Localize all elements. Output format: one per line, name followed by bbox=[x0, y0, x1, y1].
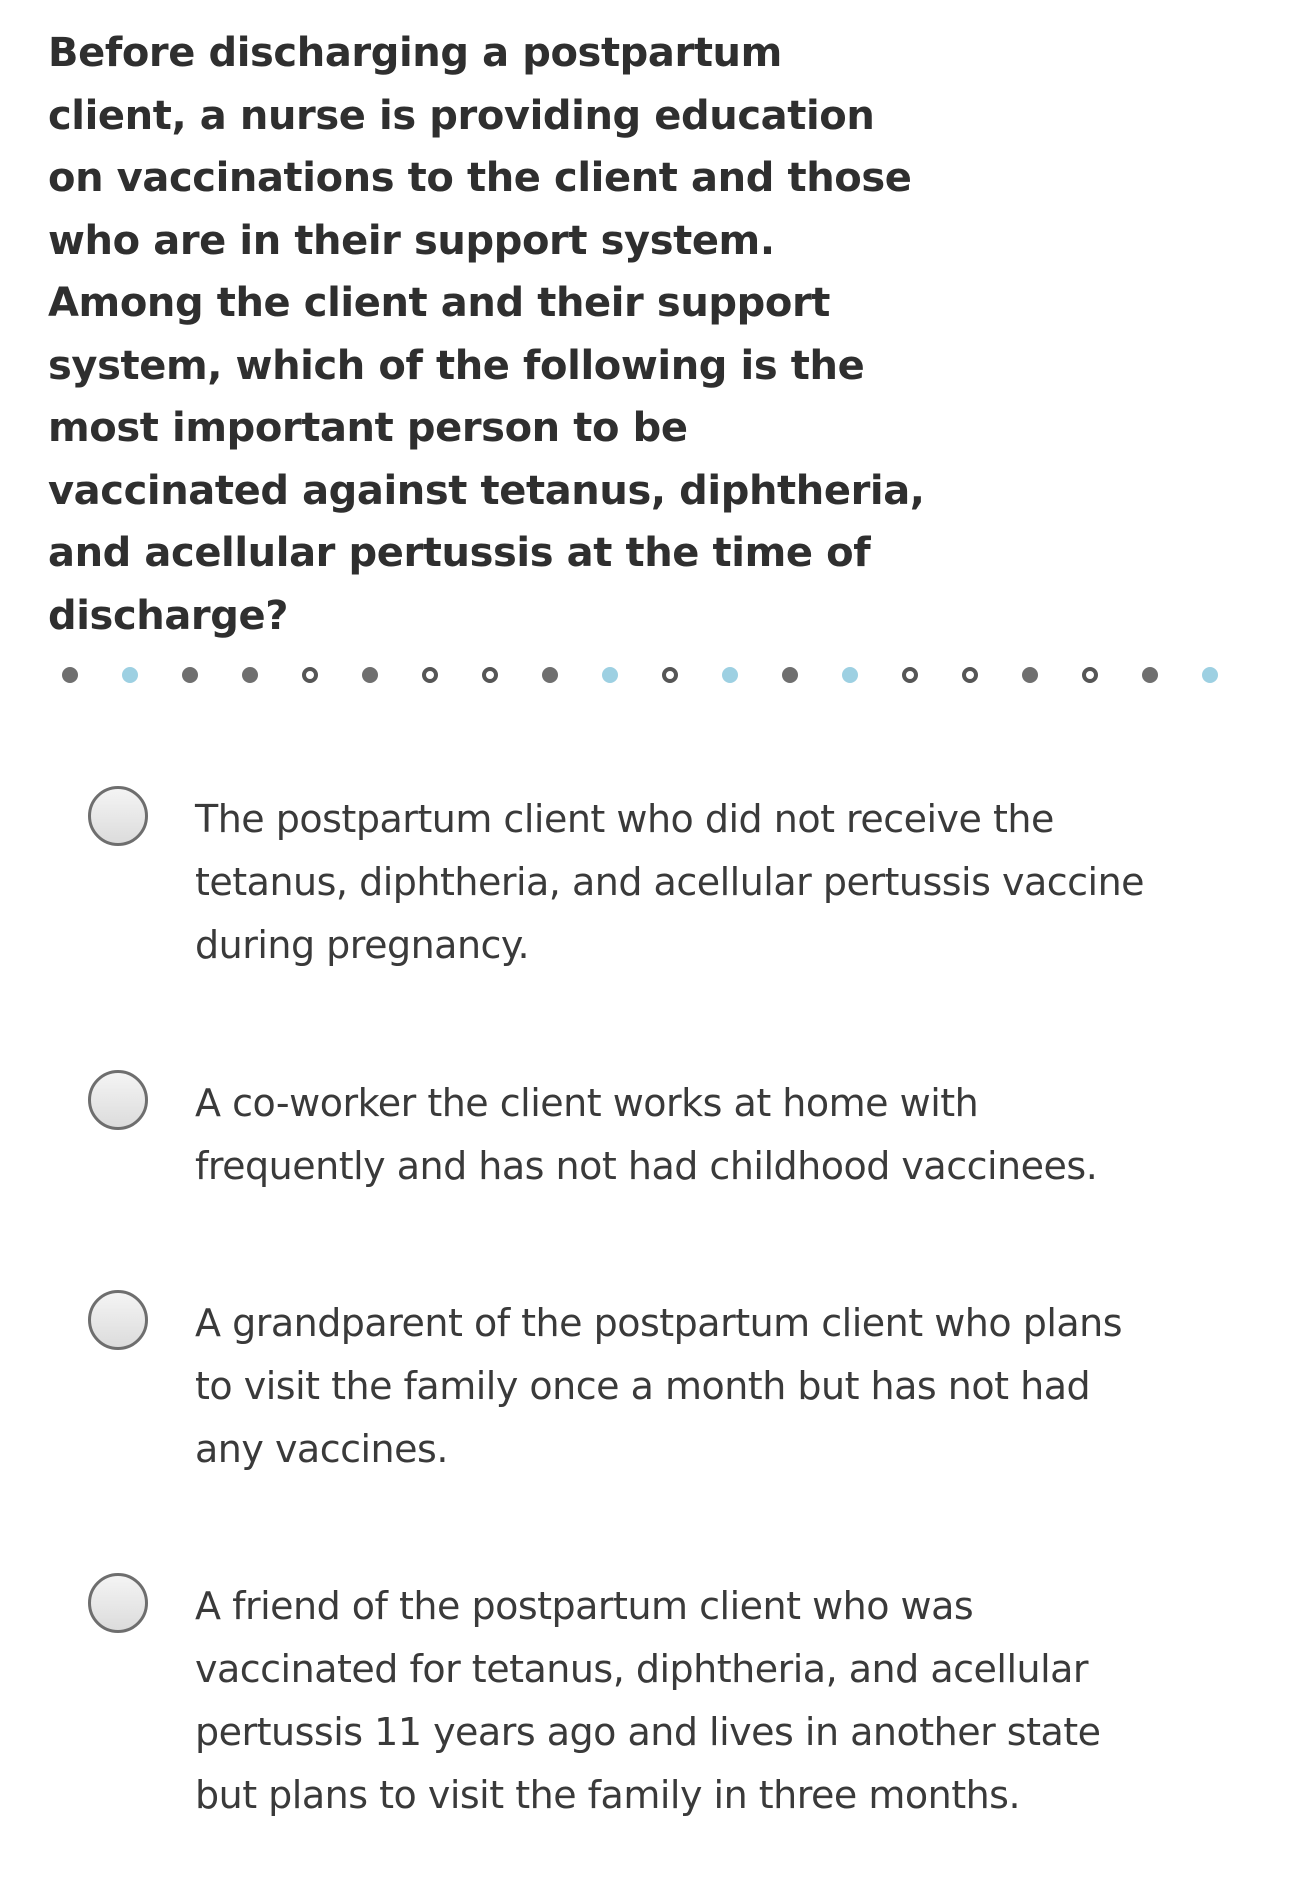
progress-dot[interactable] bbox=[62, 667, 78, 683]
radio-button[interactable] bbox=[88, 786, 148, 846]
radio-button[interactable] bbox=[88, 1070, 148, 1130]
progress-dot[interactable] bbox=[722, 667, 738, 683]
progress-dot[interactable] bbox=[902, 667, 918, 683]
progress-dot[interactable] bbox=[302, 667, 318, 683]
progress-dot[interactable] bbox=[602, 667, 618, 683]
progress-dot[interactable] bbox=[542, 667, 558, 683]
progress-dot[interactable] bbox=[962, 667, 978, 683]
progress-dot[interactable] bbox=[1142, 667, 1158, 683]
progress-dot[interactable] bbox=[842, 667, 858, 683]
progress-dot[interactable] bbox=[1202, 667, 1218, 683]
progress-dot[interactable] bbox=[422, 667, 438, 683]
answer-option-label[interactable]: A grandparent of the postpartum client who plans to visit the family once a month but has not had any vaccines. bbox=[195, 1301, 1123, 1471]
progress-dot[interactable] bbox=[662, 667, 678, 683]
progress-dot[interactable] bbox=[362, 667, 378, 683]
radio-button[interactable] bbox=[88, 1573, 148, 1633]
answer-option-label[interactable]: A co-worker the client works at home with frequently and has not had childhood vaccinees. bbox=[195, 1081, 1098, 1188]
progress-dot[interactable] bbox=[1082, 667, 1098, 683]
question-text: Before discharging a postpartum client, a nurse is providing education on vaccinations to the client and those who are in their support system. Among the client and their support system, which of the following is the most important person to be vaccinated against tetanus, diphtheria, and acellular pertussis at the time of discharge? bbox=[48, 30, 925, 639]
progress-dot[interactable] bbox=[482, 667, 498, 683]
progress-dot[interactable] bbox=[782, 667, 798, 683]
question-progress-dots bbox=[62, 662, 1222, 692]
progress-dot[interactable] bbox=[242, 667, 258, 683]
answer-option-label[interactable]: A friend of the postpartum client who was vaccinated for tetanus, diphtheria, and acellular pertussis 11 years ago and lives in another state but plans to visit the family in three months. bbox=[195, 1584, 1101, 1817]
progress-dot[interactable] bbox=[182, 667, 198, 683]
progress-dot[interactable] bbox=[122, 667, 138, 683]
answer-option-label[interactable]: The postpartum client who did not receive the tetanus, diphtheria, and acellular pertussis vaccine during pregnancy. bbox=[195, 797, 1145, 967]
radio-button[interactable] bbox=[88, 1290, 148, 1350]
progress-dot[interactable] bbox=[1022, 667, 1038, 683]
